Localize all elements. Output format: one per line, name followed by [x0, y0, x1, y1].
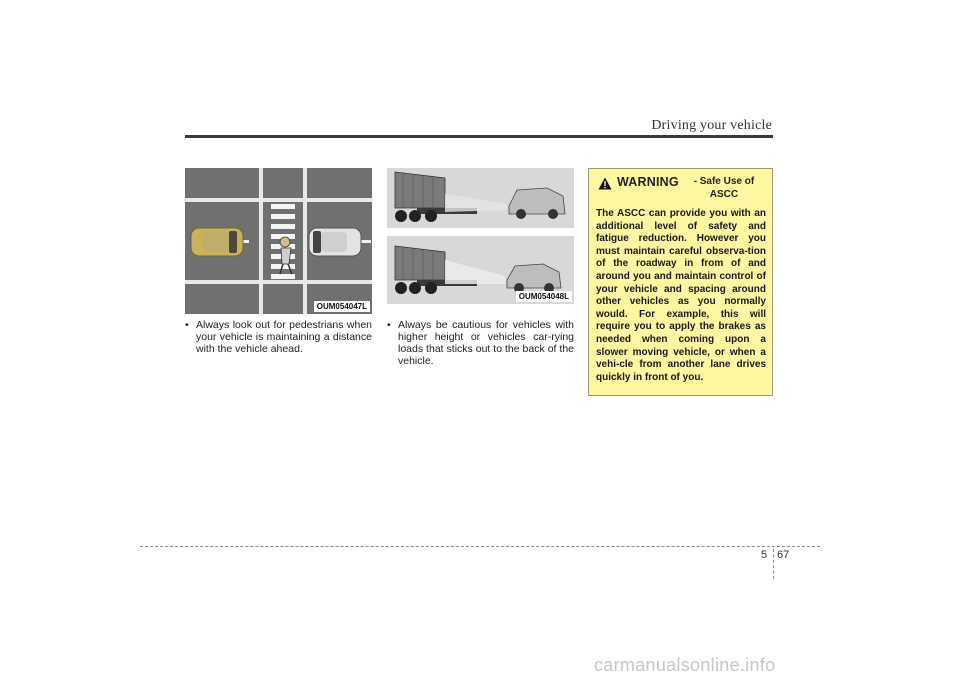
- warning-triangle-icon: [598, 177, 612, 190]
- page-number: 67: [777, 549, 790, 561]
- truck-drawing: [387, 168, 574, 304]
- warning-body: The ASCC can provide you with an additional level of safety and fatigue reduction. However you must maintain careful observa-tion of the roadway in from of and around you and maintain control of your vehicle and spacing around other vehicles as you normally would. For example, this will require you to apply the brakes as needed when coming upon a slower moving vehicle, or when a vehi-cle from another lane drives quickly in front of you.: [596, 208, 766, 383]
- warning-box: [588, 168, 773, 396]
- bullet-marker: •: [387, 319, 391, 331]
- section-number: 5: [761, 549, 768, 561]
- crosswalk-illustration: [185, 168, 372, 314]
- bullet-pedestrians: [185, 319, 372, 355]
- bullet-text: Always look out for pedestrians when your vehicle is maintaining a distance with the vehicle ahead.: [196, 319, 372, 355]
- crosswalk-drawing: [185, 168, 372, 314]
- figure-caption: OUM054047L: [314, 301, 370, 312]
- silver-car: [309, 228, 361, 256]
- bullet-tall-vehicles: [387, 319, 574, 367]
- figure-caption: OUM054048L: [516, 291, 572, 302]
- truck-illustration: [387, 168, 574, 304]
- bullet-text: Always be cautious for vehicles with higher height or vehicles car-rying loads that sticks out to the back of the vehicle.: [398, 319, 574, 367]
- warning-subtitle: - Safe Use of ASCC: [693, 176, 755, 200]
- warning-heading: [596, 175, 766, 201]
- footer-rule: [140, 546, 820, 547]
- watermark: carmanualsonline.info: [594, 655, 776, 675]
- warning-word: WARNING: [617, 175, 679, 189]
- bullet-marker: •: [185, 319, 189, 331]
- suv-top: [509, 188, 565, 219]
- page-divider: [773, 549, 774, 579]
- running-header: Driving your vehicle: [651, 118, 772, 133]
- yellow-car: [191, 228, 243, 256]
- header-rule: [185, 135, 773, 138]
